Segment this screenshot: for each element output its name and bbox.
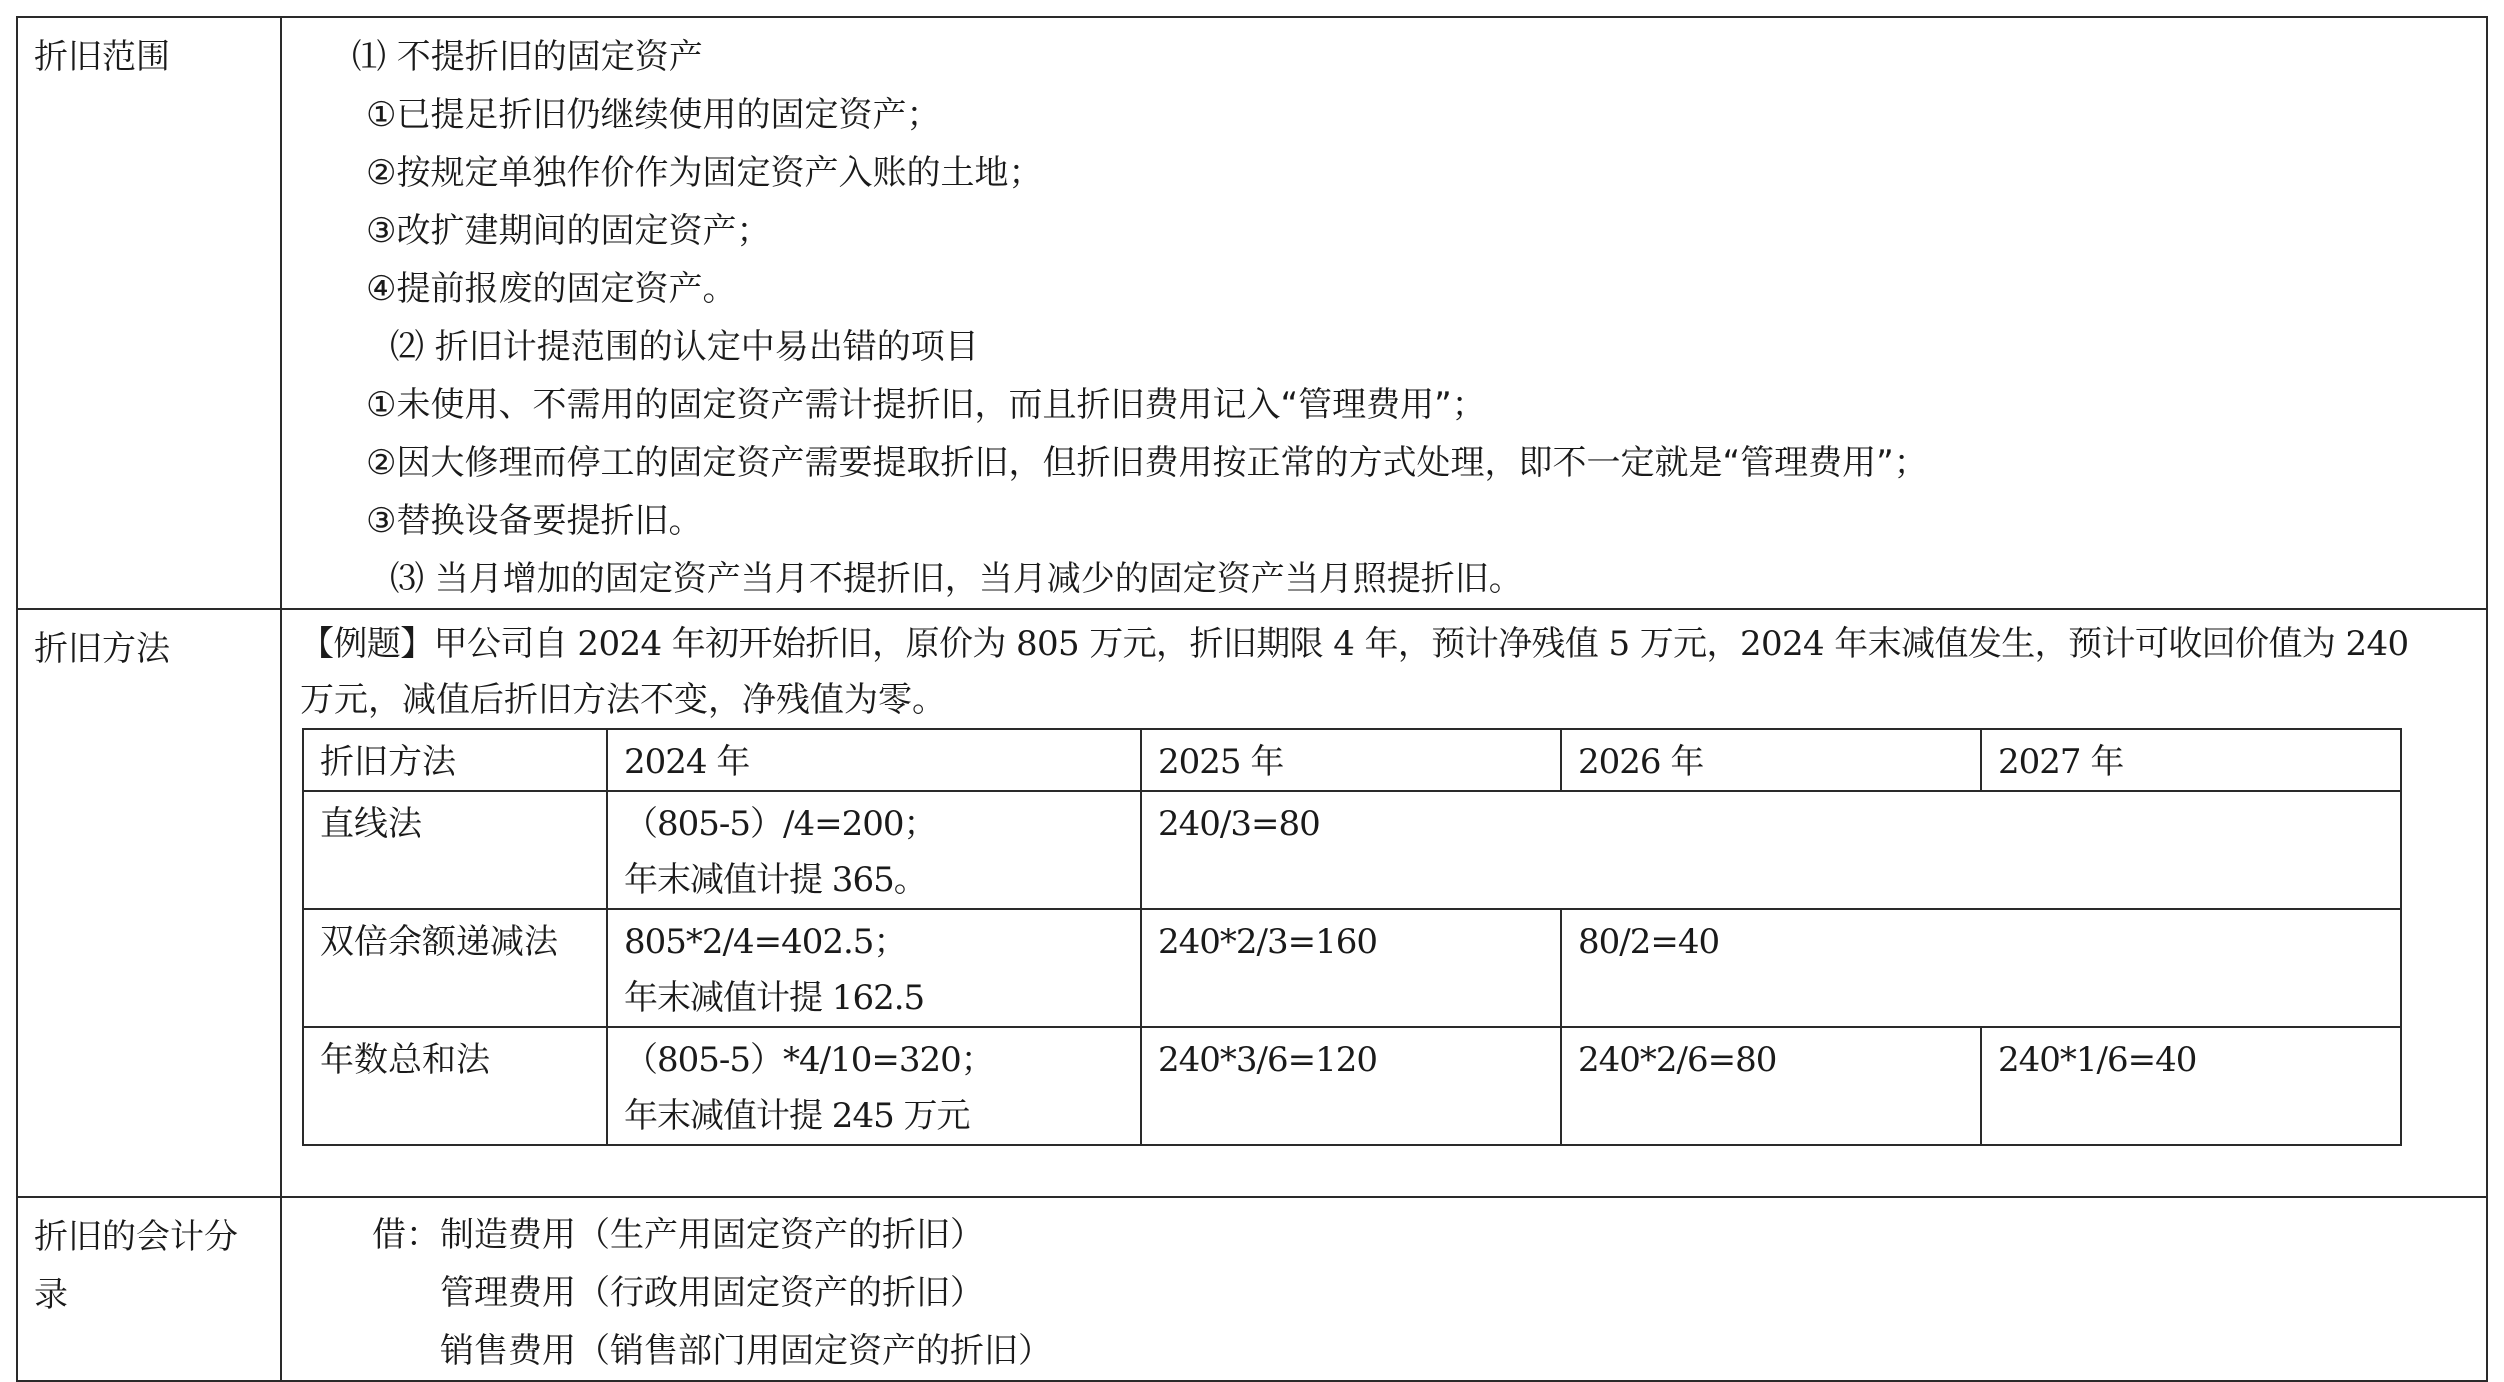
journal-entry-content: [281, 1197, 2487, 1381]
calc-line: 年末减值计提 245 万元: [624, 1096, 970, 1136]
example-text: [282, 616, 2486, 728]
method-content: [281, 609, 2487, 1197]
year-2024-cell: [607, 909, 1141, 1027]
scope-heading-1: ⑴ 不提折旧的固定资产: [352, 37, 703, 77]
scope-row: [17, 17, 2487, 609]
debit-line: 管理费用（行政用固定资产的折旧）: [440, 1273, 984, 1313]
year-2024-cell: [607, 1027, 1141, 1145]
scope-item: ③改扩建期间的固定资产；: [366, 211, 771, 251]
debit-line: 销售费用（销售部门用固定资产的折旧）: [440, 1331, 1052, 1371]
header-cell: 2024 年: [607, 729, 1141, 791]
year-2025-cell: 240*2/3=160: [1141, 909, 1561, 1027]
header-cell: 2027 年: [1981, 729, 2401, 791]
straight-line-row: [303, 791, 2401, 909]
year-2025-cell: 240*3/6=120: [1141, 1027, 1561, 1145]
method-label: 折旧方法: [17, 609, 281, 1197]
scope-item: ②按规定单独作价作为固定资产入账的土地；: [366, 153, 1043, 193]
calc-line: 年末减值计提 365。: [624, 860, 927, 900]
header-cell: 2026 年: [1561, 729, 1981, 791]
calc-line: 年末减值计提 162.5: [624, 978, 925, 1018]
header-cell: 折旧方法: [303, 729, 607, 791]
journal-entry-row: [17, 1197, 2487, 1381]
year-2024-cell: [607, 791, 1141, 909]
scope-label: 折旧范围: [17, 17, 281, 609]
method-row: [17, 609, 2487, 1197]
year-2026-cell: 240*2/6=80: [1561, 1027, 1981, 1145]
label-line: 折旧的会计分: [34, 1217, 238, 1257]
calc-line: （805-5）*4/10=320；: [624, 1040, 994, 1080]
label-line: 录: [34, 1275, 68, 1315]
year-2027-cell: 240*1/6=40: [1981, 1027, 2401, 1145]
inner-header-row: [303, 729, 2401, 791]
scope-item: ②因大修理而停工的固定资产需要提取折旧，但折旧费用按正常的方式处理，即不一定就是“管理费用”；: [366, 443, 1928, 483]
calc-line: （805-5）/4=200；: [624, 804, 937, 844]
example-line: 【例题】甲公司自 2024 年初开始折旧，原价为 805 万元，折旧期限 4 年，预计净残值 5 万元，2024 年末减值发生，预计可收回价值为 240: [300, 624, 2409, 664]
example-line: 万元，减值后折旧方法不变，净残值为零。: [300, 680, 946, 720]
journal-entry-label: [17, 1197, 281, 1381]
calc-line: 805*2/4=402.5；: [624, 922, 907, 962]
scope-item: ③替换设备要提折旧。: [366, 501, 703, 541]
scope-item: ①已提足折旧仍继续使用的固定资产；: [366, 95, 941, 135]
depreciation-summary-table: [16, 16, 2488, 1382]
years-2025-2027-cell: 240/3=80: [1141, 791, 2401, 909]
years-2026-2027-cell: 80/2=40: [1561, 909, 2401, 1027]
header-cell: 2025 年: [1141, 729, 1561, 791]
debit-line: 借：制造费用（生产用固定资产的折旧）: [372, 1215, 984, 1255]
scope-heading-3: ⑶ 当月增加的固定资产当月不提折旧，当月减少的固定资产当月照提折旧。: [390, 559, 1523, 599]
method-name-cell: 年数总和法: [303, 1027, 607, 1145]
depreciation-method-table: [302, 728, 2402, 1146]
scope-item: ①未使用、不需用的固定资产需计提折旧，而且折旧费用记入“管理费用”；: [366, 385, 1486, 425]
sum-of-years-row: [303, 1027, 2401, 1145]
method-name-cell: 直线法: [303, 791, 607, 909]
scope-heading-2: ⑵ 折旧计提范围的认定中易出错的项目: [390, 327, 979, 367]
scope-item: ④提前报废的固定资产。: [366, 269, 737, 309]
double-declining-row: [303, 909, 2401, 1027]
method-name-cell: 双倍余额递减法: [303, 909, 607, 1027]
scope-content: [281, 17, 2487, 609]
